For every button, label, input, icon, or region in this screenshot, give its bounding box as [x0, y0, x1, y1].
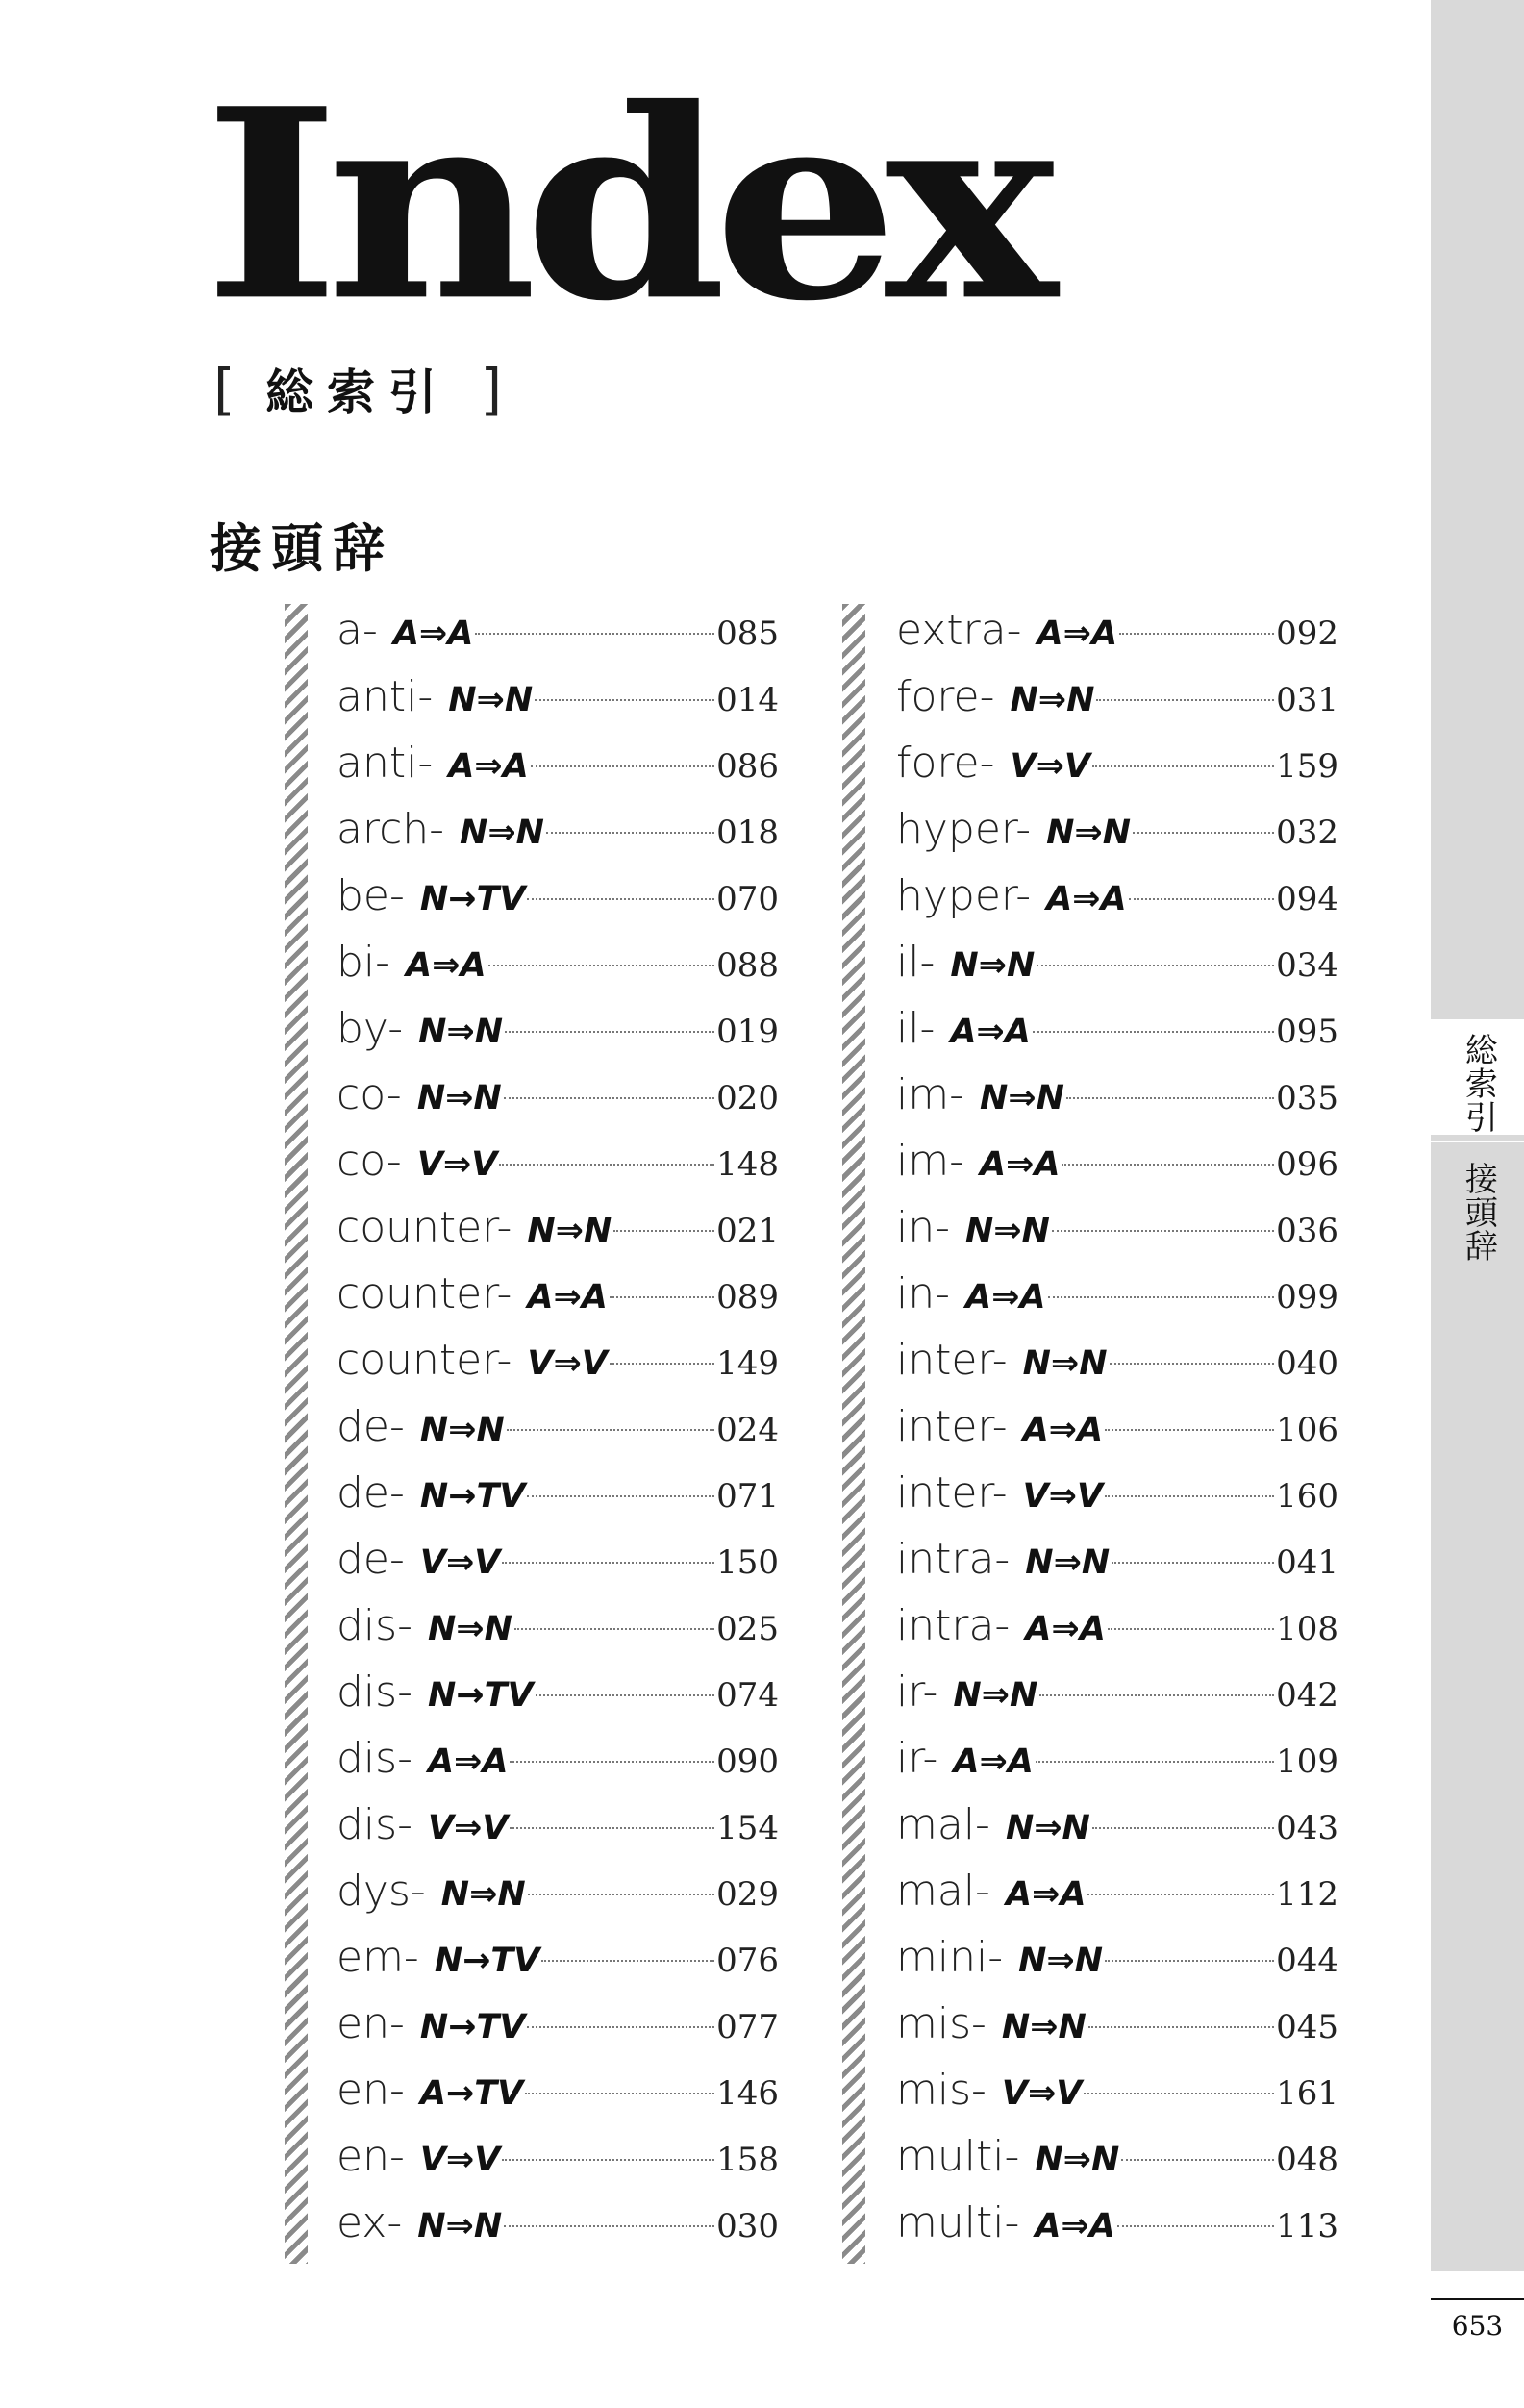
page-subtitle	[213, 354, 502, 423]
entry-page-number: 031	[1276, 681, 1338, 719]
entry-page-number: 095	[1276, 1013, 1338, 1051]
index-entry[interactable]	[896, 1999, 1338, 2066]
entry-page-number: 025	[716, 1610, 779, 1648]
entry-prefix: fore-	[896, 739, 995, 788]
dotted-leader	[1105, 1960, 1274, 1962]
entry-pattern: N→TV	[419, 880, 526, 918]
entry-page-number: 089	[716, 1278, 779, 1317]
entry-pattern: N⇒N	[950, 946, 1036, 985]
entry-pattern: N⇒N	[1018, 1942, 1103, 1980]
entry-pattern: A⇒A	[1046, 880, 1127, 918]
entry-pattern: N→TV	[419, 2008, 526, 2046]
dotted-leader	[1062, 1164, 1274, 1166]
entry-prefix: en-	[337, 2132, 405, 2181]
index-entry[interactable]	[896, 1734, 1338, 1800]
dotted-leader	[1112, 1562, 1274, 1564]
dotted-leader	[499, 1164, 714, 1166]
entry-page-number: 035	[1276, 1079, 1338, 1117]
index-entry[interactable]	[337, 1070, 779, 1137]
index-entry[interactable]	[337, 2132, 779, 2198]
dotted-leader	[1121, 2159, 1274, 2161]
side-tab-prefixes[interactable]	[1431, 1148, 1524, 1264]
entry-pattern: A⇒A	[406, 946, 487, 985]
entry-page-number: 096	[1276, 1145, 1338, 1184]
index-entry[interactable]	[337, 1336, 779, 1402]
entry-prefix: counter-	[337, 1336, 512, 1385]
index-entry[interactable]	[337, 1468, 779, 1535]
dotted-leader	[1084, 2093, 1274, 2094]
entry-page-number: 092	[1276, 615, 1338, 653]
index-entry[interactable]	[337, 606, 779, 672]
index-entry[interactable]	[337, 1800, 779, 1867]
entry-page-number: 048	[1276, 2141, 1338, 2179]
entry-pattern: A⇒A	[950, 1013, 1031, 1051]
entry-pattern: N→TV	[427, 1676, 534, 1715]
dotted-leader	[1033, 1031, 1274, 1033]
entry-prefix: de-	[337, 1402, 405, 1451]
index-entry[interactable]	[896, 938, 1338, 1004]
entry-prefix: hyper-	[896, 805, 1032, 854]
entry-prefix: en-	[337, 2066, 405, 2115]
entry-prefix: hyper-	[896, 871, 1032, 920]
entry-pattern: N⇒N	[979, 1079, 1064, 1117]
entry-page-number: 029	[716, 1875, 779, 1914]
entry-page-number: 085	[716, 615, 779, 653]
index-entry[interactable]	[337, 739, 779, 805]
entry-pattern: N⇒N	[1022, 1344, 1108, 1383]
entry-pattern: N⇒N	[419, 1411, 505, 1449]
dotted-leader	[613, 1230, 714, 1232]
dotted-leader	[610, 1363, 714, 1365]
dotted-leader	[507, 1429, 714, 1431]
side-index-strip	[1431, 0, 1524, 2271]
index-entry[interactable]	[896, 1402, 1338, 1468]
dotted-leader	[502, 2159, 714, 2161]
dotted-leader	[1066, 1097, 1274, 1099]
dotted-leader	[510, 1827, 714, 1829]
dotted-leader	[527, 1495, 714, 1497]
entry-pattern: A⇒A	[448, 747, 529, 786]
entry-pattern: V⇒V	[427, 1809, 509, 1847]
index-entry[interactable]	[337, 1668, 779, 1734]
entry-prefix: multi-	[896, 2198, 1020, 2247]
entry-prefix: mis-	[896, 1999, 987, 2048]
entry-page-number: 043	[1276, 1809, 1338, 1847]
entry-prefix: anti-	[337, 739, 434, 788]
entry-prefix: im-	[896, 1137, 964, 1186]
entry-page-number: 113	[1276, 2207, 1338, 2245]
index-entry[interactable]	[337, 1269, 779, 1336]
index-entry[interactable]	[896, 1668, 1338, 1734]
index-entry[interactable]	[896, 739, 1338, 805]
entry-page-number: 070	[716, 880, 779, 918]
index-entry[interactable]	[896, 1269, 1338, 1336]
index-entry[interactable]	[337, 1535, 779, 1601]
entry-prefix: mal-	[896, 1800, 990, 1849]
entry-prefix: en-	[337, 1999, 405, 2048]
dotted-leader	[1087, 1894, 1274, 1895]
entry-page-number: 076	[716, 1942, 779, 1980]
dotted-leader	[475, 633, 714, 635]
dotted-leader	[531, 765, 714, 767]
dotted-leader	[1039, 1694, 1274, 1696]
entry-pattern: A⇒A	[965, 1278, 1046, 1317]
dotted-leader	[1105, 1429, 1274, 1431]
index-entry[interactable]	[337, 871, 779, 938]
dotted-leader	[1105, 1495, 1274, 1497]
entry-prefix: ir-	[896, 1734, 938, 1783]
entry-pattern: N→TV	[419, 1477, 526, 1516]
entry-prefix: counter-	[337, 1203, 512, 1252]
index-entry[interactable]	[896, 1336, 1338, 1402]
dotted-leader	[527, 898, 714, 900]
index-entry[interactable]	[337, 1867, 779, 1933]
entry-page-number: 042	[1276, 1676, 1338, 1715]
index-entry[interactable]	[337, 2198, 779, 2265]
subtitle-close-bracket: ]	[480, 357, 503, 422]
entry-pattern: A⇒A	[392, 615, 474, 653]
entry-page-number: 020	[716, 1079, 779, 1117]
dotted-leader	[1117, 2225, 1274, 2227]
entry-prefix: dis-	[337, 1800, 412, 1849]
entry-page-number: 109	[1276, 1743, 1338, 1781]
entry-page-number: 030	[716, 2207, 779, 2245]
entry-prefix: ex-	[337, 2198, 403, 2247]
index-entry[interactable]	[896, 2198, 1338, 2265]
entry-page-number: 086	[716, 747, 779, 786]
entry-prefix: mal-	[896, 1867, 990, 1916]
entry-pattern: N⇒N	[1010, 681, 1095, 719]
side-tab-general-index[interactable]	[1431, 1019, 1524, 1135]
entry-page-number: 094	[1276, 880, 1338, 918]
dotted-leader	[505, 1031, 714, 1033]
entry-page-number: 150	[716, 1543, 779, 1582]
subtitle-open-bracket: [	[213, 357, 236, 422]
entry-pattern: V⇒V	[416, 1145, 498, 1184]
index-entry[interactable]	[896, 1933, 1338, 1999]
section-heading: 接頭辞	[210, 518, 394, 579]
entry-pattern: A→TV	[419, 2074, 524, 2113]
page-number: 653	[1451, 2310, 1504, 2342]
dotted-leader	[1052, 1230, 1274, 1232]
dotted-leader	[1108, 1628, 1274, 1630]
entry-pattern: V⇒V	[527, 1344, 608, 1383]
index-entry[interactable]	[896, 1601, 1338, 1668]
entry-prefix: inter-	[896, 1468, 1008, 1518]
index-entry[interactable]	[896, 672, 1338, 739]
index-entry[interactable]	[337, 1734, 779, 1800]
entry-prefix: inter-	[896, 1336, 1008, 1385]
entry-prefix: in-	[896, 1269, 950, 1318]
side-tab-label: 総索引	[1459, 1033, 1498, 1134]
dotted-leader	[1048, 1296, 1275, 1298]
entry-page-number: 014	[716, 681, 779, 719]
entry-pattern: A⇒A	[953, 1743, 1034, 1781]
entry-pattern: N⇒N	[1001, 2008, 1087, 2046]
entry-page-number: 090	[716, 1743, 779, 1781]
entry-pattern: N⇒N	[418, 1013, 503, 1051]
entry-page-number: 045	[1276, 2008, 1338, 2046]
index-entry[interactable]	[896, 2066, 1338, 2132]
dotted-leader	[1036, 1761, 1274, 1763]
entry-prefix: multi-	[896, 2132, 1020, 2181]
entry-pattern: V⇒V	[419, 2141, 501, 2179]
entry-page-number: 159	[1276, 747, 1338, 786]
entry-page-number: 148	[716, 1145, 779, 1184]
entry-page-number: 149	[716, 1344, 779, 1383]
entry-prefix: in-	[896, 1203, 950, 1252]
dotted-leader	[527, 2026, 714, 2028]
index-entry[interactable]	[337, 2066, 779, 2132]
entry-pattern: V⇒V	[1001, 2074, 1083, 2113]
entry-pattern: V⇒V	[1010, 747, 1090, 786]
entry-prefix: em-	[337, 1933, 419, 1982]
entry-prefix: de-	[337, 1535, 405, 1584]
index-entry[interactable]	[896, 1535, 1338, 1601]
entry-prefix: ir-	[896, 1668, 938, 1717]
entry-pattern: V⇒V	[419, 1543, 501, 1582]
index-entry[interactable]	[896, 1203, 1338, 1269]
index-entry[interactable]	[896, 1867, 1338, 1933]
entry-page-number: 074	[716, 1676, 779, 1715]
entry-prefix: a-	[337, 606, 378, 655]
entry-page-number: 018	[716, 814, 779, 852]
entry-prefix: by-	[337, 1004, 404, 1053]
entry-prefix: co-	[337, 1137, 402, 1186]
dotted-leader	[1110, 1363, 1275, 1365]
entry-page-number: 108	[1276, 1610, 1338, 1648]
entry-pattern: N⇒N	[460, 814, 544, 852]
dotted-leader	[504, 2225, 714, 2227]
entry-prefix: co-	[337, 1070, 402, 1119]
entry-pattern: A⇒A	[1037, 615, 1118, 653]
entry-page-number: 154	[716, 1809, 779, 1847]
entry-page-number: 112	[1276, 1875, 1338, 1914]
entry-page-number: 077	[716, 2008, 779, 2046]
entry-prefix: intra-	[896, 1535, 1011, 1584]
subtitle-text: 総索引	[265, 364, 451, 420]
entry-page-number: 160	[1276, 1477, 1338, 1516]
entry-prefix: dis-	[337, 1734, 412, 1783]
entry-page-number: 036	[1276, 1212, 1338, 1250]
index-entry[interactable]	[337, 672, 779, 739]
entry-prefix: dis-	[337, 1601, 412, 1650]
entry-prefix: arch-	[337, 805, 445, 854]
entry-pattern: N⇒N	[417, 2207, 503, 2245]
dotted-leader	[1096, 699, 1274, 701]
dotted-leader	[488, 965, 715, 966]
dotted-leader	[1037, 965, 1274, 966]
entry-prefix: mini-	[896, 1933, 1004, 1982]
entry-prefix: inter-	[896, 1402, 1008, 1451]
entry-pattern: N⇒N	[953, 1676, 1038, 1715]
entry-page-number: 040	[1276, 1344, 1338, 1383]
dotted-leader	[525, 2093, 714, 2094]
index-entry[interactable]	[896, 1800, 1338, 1867]
entry-pattern: A⇒A	[527, 1278, 608, 1317]
entry-prefix: extra-	[896, 606, 1022, 655]
entry-pattern: A⇒A	[1005, 1875, 1087, 1914]
right-index-column	[896, 606, 1338, 2265]
side-tab-divider	[1431, 1141, 1524, 1142]
right-column-hatch-bar	[842, 604, 865, 2264]
dotted-leader	[546, 832, 714, 834]
entry-prefix: dys-	[337, 1867, 426, 1916]
entry-pattern: N⇒N	[527, 1212, 612, 1250]
index-entry[interactable]	[896, 1137, 1338, 1203]
entry-prefix: dis-	[337, 1668, 412, 1717]
entry-pattern: N⇒N	[427, 1610, 512, 1648]
page-number-rule	[1431, 2298, 1524, 2300]
entry-page-number: 024	[716, 1411, 779, 1449]
dotted-leader	[1092, 1827, 1274, 1829]
entry-prefix: im-	[896, 1070, 964, 1119]
index-entry[interactable]	[896, 2132, 1338, 2198]
entry-page-number: 044	[1276, 1942, 1338, 1980]
dotted-leader	[535, 699, 714, 701]
dotted-leader	[514, 1628, 714, 1630]
dotted-leader	[610, 1296, 714, 1298]
entry-page-number: 088	[716, 946, 779, 985]
entry-pattern: A⇒A	[1035, 2207, 1115, 2245]
entry-page-number: 041	[1276, 1543, 1338, 1582]
dotted-leader	[1129, 898, 1275, 900]
index-entry[interactable]	[337, 938, 779, 1004]
left-column-hatch-bar	[285, 604, 308, 2264]
entry-pattern: N⇒N	[965, 1212, 1050, 1250]
entry-page-number: 146	[716, 2074, 779, 2113]
entry-prefix: intra-	[896, 1601, 1011, 1650]
dotted-leader	[541, 1960, 714, 1962]
entry-pattern: A⇒A	[427, 1743, 509, 1781]
index-entry[interactable]	[896, 871, 1338, 938]
index-entry[interactable]	[896, 1468, 1338, 1535]
entry-pattern: N⇒N	[1005, 1809, 1090, 1847]
entry-pattern: N⇒N	[1025, 1543, 1111, 1582]
entry-pattern: N⇒N	[1046, 814, 1131, 852]
index-entry[interactable]	[896, 1070, 1338, 1137]
entry-pattern: V⇒V	[1022, 1477, 1104, 1516]
dotted-leader	[528, 1894, 714, 1895]
entry-page-number: 099	[1276, 1278, 1338, 1317]
index-entry[interactable]	[896, 805, 1338, 871]
index-entry[interactable]	[337, 1999, 779, 2066]
entry-prefix: il-	[896, 938, 936, 987]
entry-pattern: A⇒A	[1025, 1610, 1106, 1648]
index-entry[interactable]	[337, 1203, 779, 1269]
index-entry[interactable]	[337, 805, 779, 871]
entry-prefix: anti-	[337, 672, 434, 721]
dotted-leader	[536, 1694, 715, 1696]
index-entry[interactable]	[337, 1402, 779, 1468]
index-entry[interactable]	[896, 606, 1338, 672]
entry-prefix: bi-	[337, 938, 391, 987]
dotted-leader	[502, 1562, 714, 1564]
entry-pattern: A⇒A	[979, 1145, 1061, 1184]
index-entry[interactable]	[337, 1137, 779, 1203]
dotted-leader	[1119, 633, 1274, 635]
entry-pattern: A⇒A	[1022, 1411, 1104, 1449]
entry-page-number: 034	[1276, 946, 1338, 985]
entry-prefix: counter-	[337, 1269, 512, 1318]
dotted-leader	[510, 1761, 714, 1763]
entry-page-number: 032	[1276, 814, 1338, 852]
index-entry[interactable]	[337, 1601, 779, 1668]
entry-page-number: 158	[716, 2141, 779, 2179]
entry-pattern: N⇒N	[440, 1875, 526, 1914]
entry-prefix: de-	[337, 1468, 405, 1518]
entry-prefix: fore-	[896, 672, 995, 721]
entry-pattern: N⇒N	[1035, 2141, 1120, 2179]
entry-prefix: be-	[337, 871, 405, 920]
side-tab-label: 接頭辞	[1459, 1162, 1498, 1263]
left-index-column	[337, 606, 779, 2265]
dotted-leader	[1088, 2026, 1274, 2028]
index-entry[interactable]	[896, 1004, 1338, 1070]
dotted-leader	[1092, 765, 1274, 767]
entry-pattern: N⇒N	[448, 681, 534, 719]
entry-pattern: N→TV	[434, 1942, 540, 1980]
entry-page-number: 021	[716, 1212, 779, 1250]
dotted-leader	[1133, 832, 1274, 834]
index-entry[interactable]	[337, 1933, 779, 1999]
entry-prefix: mis-	[896, 2066, 987, 2115]
page-title: Index	[204, 51, 1045, 360]
entry-page-number: 161	[1276, 2074, 1338, 2113]
index-entry[interactable]	[337, 1004, 779, 1070]
dotted-leader	[504, 1097, 714, 1099]
entry-page-number: 019	[716, 1013, 779, 1051]
entry-prefix: il-	[896, 1004, 936, 1053]
entry-pattern: N⇒N	[416, 1079, 502, 1117]
entry-page-number: 106	[1276, 1411, 1338, 1449]
entry-page-number: 071	[716, 1477, 779, 1516]
